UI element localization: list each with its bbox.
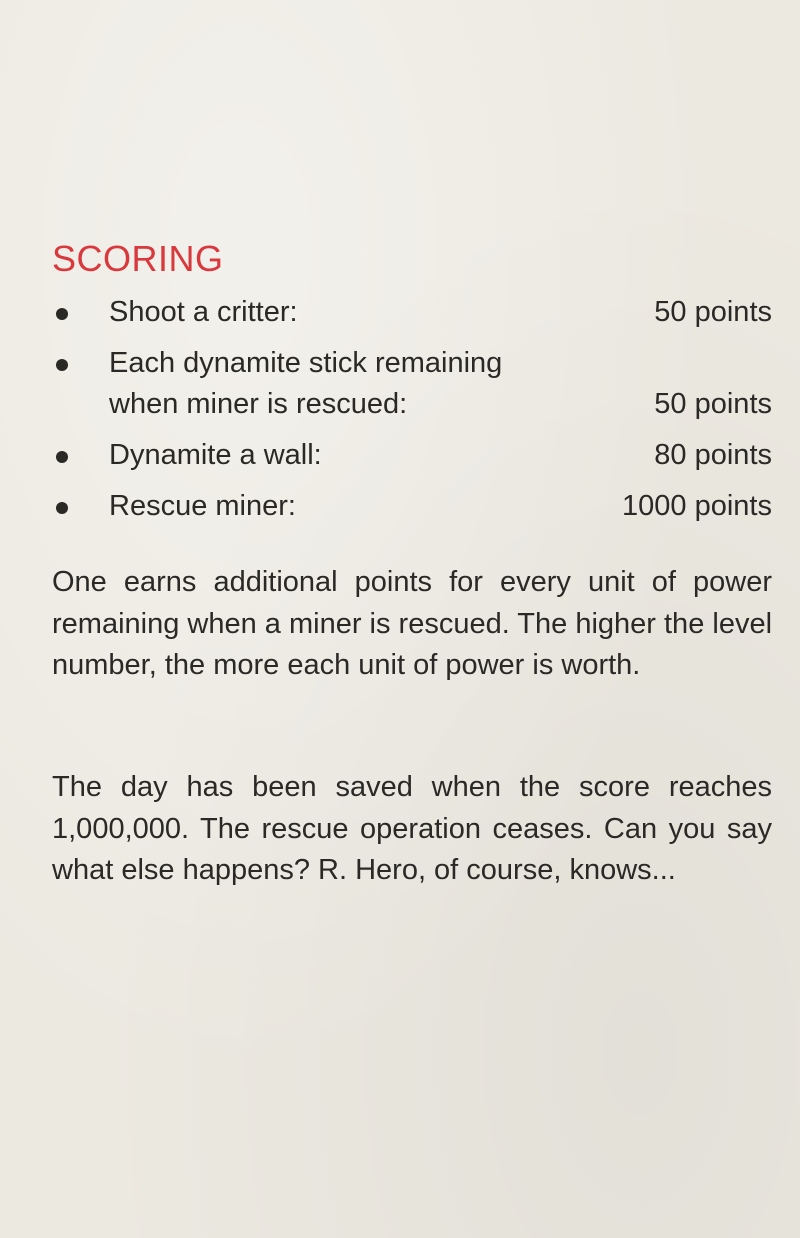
scoring-list bbox=[52, 292, 772, 537]
scoring-item-label: Dynamite a wall: bbox=[109, 439, 322, 471]
power-bonus-paragraph: One earns additional points for every unit of power remaining when a miner is rescued. The higher the level number, the more each unit of power is worth. bbox=[52, 566, 773, 681]
scoring-item-label: Rescue miner: bbox=[109, 490, 296, 522]
scoring-item-points: 1000 points bbox=[622, 490, 772, 522]
scoring-item-dynamite-stick bbox=[52, 343, 772, 425]
scoring-item-label: Each dynamite stick remaining when miner is rescued: bbox=[109, 347, 503, 420]
bullet-icon bbox=[56, 451, 68, 463]
scoring-item-points: 50 points bbox=[654, 388, 772, 420]
bullet-icon bbox=[56, 359, 68, 371]
bullet-icon bbox=[56, 308, 68, 320]
scoring-heading: SCORING bbox=[52, 238, 224, 279]
game-end-paragraph: The day has been saved when the score reaches 1,000,000. The rescue operation ceases. Can you say what else happens? R. Hero, of course, knows... bbox=[52, 771, 772, 886]
scoring-item-dynamite-wall bbox=[52, 435, 772, 476]
scoring-item-points: 50 points bbox=[654, 296, 772, 328]
scoring-item-label: Shoot a critter: bbox=[109, 296, 298, 328]
bullet-icon bbox=[56, 502, 68, 514]
scoring-item-shoot-critter bbox=[52, 292, 772, 333]
scoring-item-rescue-miner bbox=[52, 486, 772, 527]
scoring-item-points: 80 points bbox=[654, 439, 772, 471]
